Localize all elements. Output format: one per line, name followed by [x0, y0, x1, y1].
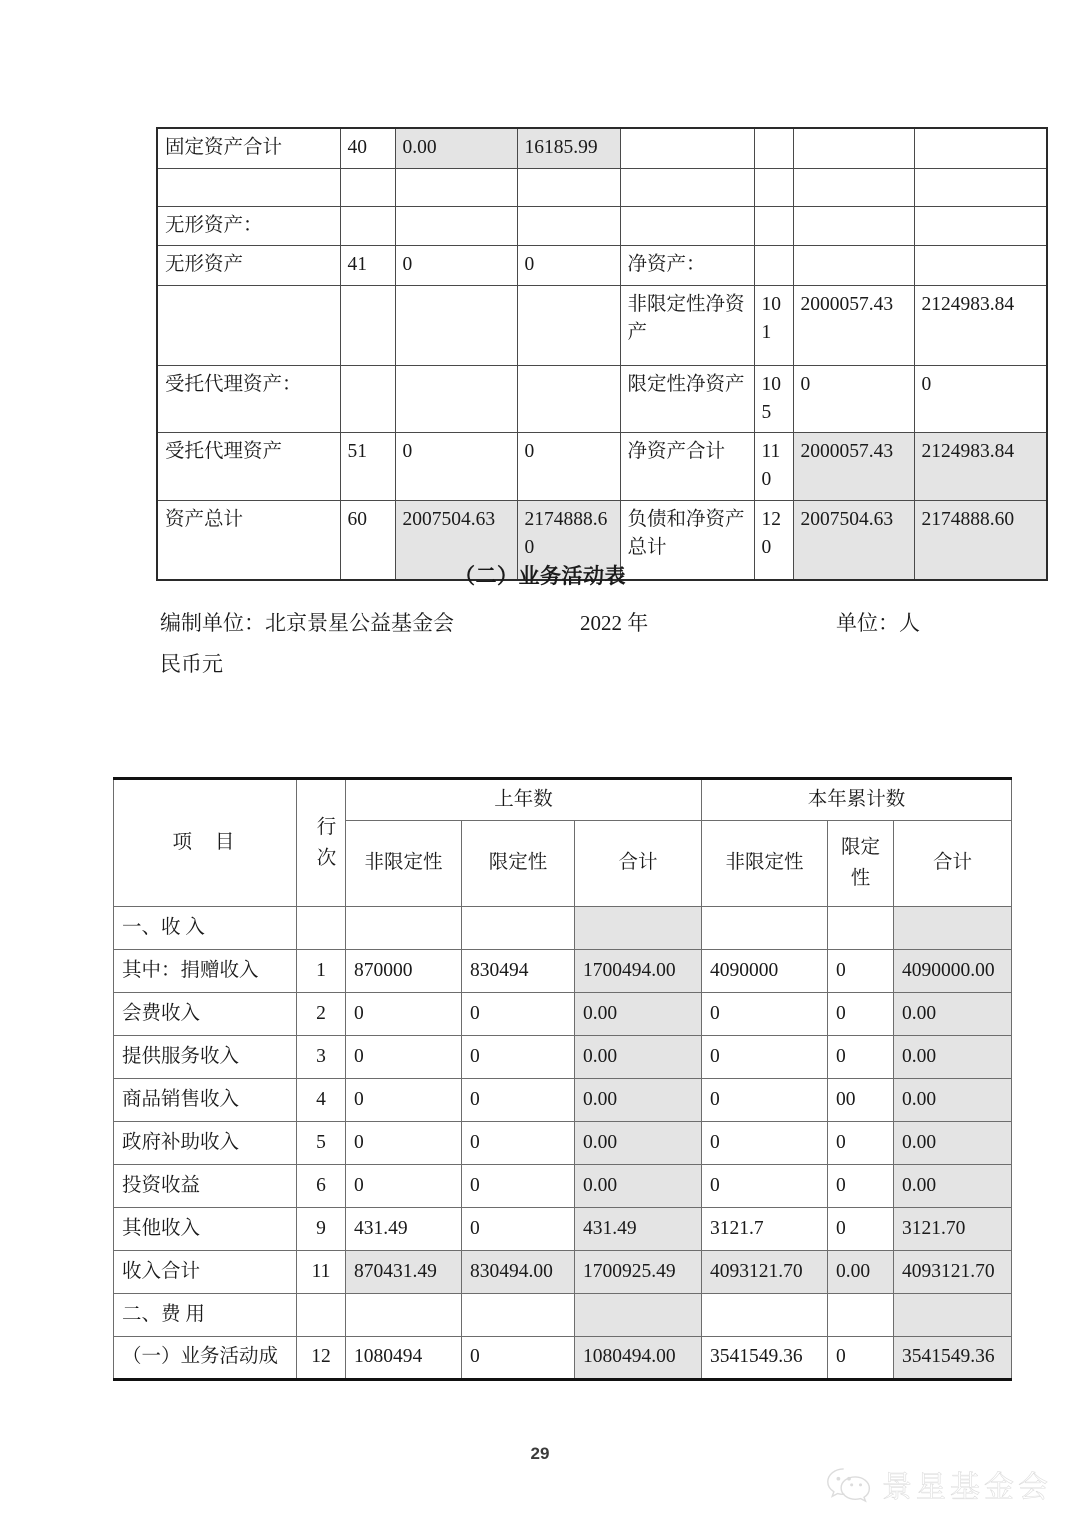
cell-row-no: 12	[297, 1337, 346, 1380]
cell-row-no: 6	[297, 1165, 346, 1208]
cell-prev-restricted	[462, 907, 575, 950]
cell-curr-unrestricted: 0	[702, 993, 828, 1036]
cell-row-no: 5	[297, 1122, 346, 1165]
cell-prev-total: 1700494.00	[575, 950, 702, 993]
cell-right-curr: 2124983.84	[914, 433, 1047, 500]
cell-curr-restricted: 0	[828, 1165, 894, 1208]
cell-curr-unrestricted: 4093121.70	[702, 1251, 828, 1294]
cell-left-item: 受托代理资产	[157, 433, 340, 500]
cell-right-prev: 2000057.43	[793, 433, 914, 500]
cell-right-prev: 2000057.43	[793, 286, 914, 366]
cell-item: 二、费 用	[114, 1294, 297, 1337]
cell-prev-restricted: 0	[462, 1079, 575, 1122]
cell-left-prev: 2007504.63	[395, 500, 517, 580]
cell-left-row-no	[340, 366, 395, 433]
cell-right-prev: 0	[793, 366, 914, 433]
cell-prev-total: 1700925.49	[575, 1251, 702, 1294]
column-group-header-current-year: 本年累计数	[702, 779, 1012, 821]
cell-prev-unrestricted: 870431.49	[346, 1251, 462, 1294]
cell-left-curr: 2174888.60	[517, 500, 620, 580]
cell-left-row-no: 60	[340, 500, 395, 580]
cell-item: 商品销售收入	[114, 1079, 297, 1122]
cell-left-row-no: 51	[340, 433, 395, 500]
cell-right-curr: 2124983.84	[914, 286, 1047, 366]
activity-statement-table-wrapper	[113, 777, 1011, 1381]
cell-left-prev: 0	[395, 433, 517, 500]
cell-left-curr	[517, 168, 620, 206]
cell-left-row-no	[340, 206, 395, 246]
table-row	[114, 1122, 1012, 1165]
cell-right-item: 限定性净资产	[620, 366, 754, 433]
table-row	[114, 1294, 1012, 1337]
cell-item: 收入合计	[114, 1251, 297, 1294]
cell-curr-restricted: 0	[828, 1208, 894, 1251]
cell-curr-total: 4093121.70	[894, 1251, 1012, 1294]
cell-item: 其中：捐赠收入	[114, 950, 297, 993]
cell-curr-unrestricted: 3121.7	[702, 1208, 828, 1251]
preparer-label: 编制单位：北京景星公益基金会	[160, 611, 454, 635]
cell-right-row-no	[754, 128, 793, 168]
cell-left-prev: 0.00	[395, 128, 517, 168]
cell-item: 政府补助收入	[114, 1122, 297, 1165]
cell-left-curr	[517, 286, 620, 366]
column-header-curr-restricted: 限定 性	[828, 821, 894, 907]
cell-curr-unrestricted: 0	[702, 1079, 828, 1122]
section-title: （二）业务活动表	[454, 565, 626, 588]
cell-curr-unrestricted: 0	[702, 1165, 828, 1208]
cell-left-prev	[395, 168, 517, 206]
table-row	[114, 1251, 1012, 1294]
cell-curr-total: 0.00	[894, 1036, 1012, 1079]
cell-left-item	[157, 286, 340, 366]
table-row	[114, 1208, 1012, 1251]
column-header-prev-restricted: 限定性	[462, 821, 575, 907]
cell-left-prev	[395, 206, 517, 246]
cell-prev-unrestricted	[346, 1294, 462, 1337]
cell-prev-unrestricted	[346, 907, 462, 950]
currency-unit-line2: 民币元	[160, 652, 223, 676]
cell-prev-total: 1080494.00	[575, 1337, 702, 1380]
cell-row-no: 3	[297, 1036, 346, 1079]
cell-curr-restricted: 0	[828, 1337, 894, 1380]
table-row	[114, 1165, 1012, 1208]
cell-prev-restricted: 0	[462, 1208, 575, 1251]
cell-curr-restricted	[828, 907, 894, 950]
cell-right-item: 非限定性净资产	[620, 286, 754, 366]
cell-right-item	[620, 206, 754, 246]
cell-left-curr: 16185.99	[517, 128, 620, 168]
row-no-line2: 次	[316, 848, 337, 869]
table-row	[114, 1337, 1012, 1380]
cell-row-no: 9	[297, 1208, 346, 1251]
cell-curr-total: 3541549.36	[894, 1337, 1012, 1380]
table-row	[157, 366, 1047, 433]
row-no-line1: 行	[316, 816, 337, 838]
cell-prev-unrestricted: 431.49	[346, 1208, 462, 1251]
cell-right-prev	[793, 206, 914, 246]
table-row	[157, 128, 1047, 168]
cell-left-item	[157, 168, 340, 206]
cell-item: 会费收入	[114, 993, 297, 1036]
column-header-curr-unrestricted: 非限定性	[702, 821, 828, 907]
table-row	[114, 1079, 1012, 1122]
cell-right-item: 负债和净资产总计	[620, 500, 754, 580]
table-row	[114, 950, 1012, 993]
table-row	[114, 993, 1012, 1036]
cell-prev-total	[575, 907, 702, 950]
cell-row-no: 4	[297, 1079, 346, 1122]
activity-table-head	[114, 779, 1012, 907]
cell-prev-total	[575, 1294, 702, 1337]
cell-right-prev	[793, 246, 914, 286]
cell-right-row-no	[754, 168, 793, 206]
cell-curr-total	[894, 1294, 1012, 1337]
cell-left-curr: 0	[517, 246, 620, 286]
cell-prev-total: 0.00	[575, 1122, 702, 1165]
table-row	[114, 907, 1012, 950]
column-header-row-no	[297, 779, 346, 907]
cell-curr-total: 0.00	[894, 1165, 1012, 1208]
cell-right-row-no	[754, 246, 793, 286]
cell-left-curr: 0	[517, 433, 620, 500]
activity-statement-table	[113, 777, 1012, 1381]
cell-prev-restricted: 0	[462, 993, 575, 1036]
cell-left-row-no	[340, 168, 395, 206]
cell-left-curr	[517, 366, 620, 433]
cell-prev-restricted: 0	[462, 1165, 575, 1208]
cell-prev-unrestricted: 0	[346, 1079, 462, 1122]
column-header-prev-total: 合计	[575, 821, 702, 907]
table-row	[157, 286, 1047, 366]
cell-curr-total: 0.00	[894, 1079, 1012, 1122]
cell-prev-unrestricted: 0	[346, 1036, 462, 1079]
balance-sheet-table	[156, 127, 1048, 581]
cell-row-no: 1	[297, 950, 346, 993]
cell-curr-restricted: 0	[828, 993, 894, 1036]
cell-curr-restricted: 00	[828, 1079, 894, 1122]
cell-right-prev	[793, 168, 914, 206]
cell-left-item: 无形资产	[157, 246, 340, 286]
cell-right-item	[620, 168, 754, 206]
cell-curr-unrestricted: 0	[702, 1036, 828, 1079]
cell-prev-total: 431.49	[575, 1208, 702, 1251]
cell-right-curr	[914, 246, 1047, 286]
cell-prev-unrestricted: 0	[346, 1165, 462, 1208]
cell-left-row-no: 41	[340, 246, 395, 286]
cell-curr-restricted: 0	[828, 1122, 894, 1165]
cell-prev-total: 0.00	[575, 1036, 702, 1079]
cell-right-item	[620, 128, 754, 168]
cell-prev-restricted: 830494	[462, 950, 575, 993]
cell-curr-total: 0.00	[894, 993, 1012, 1036]
cell-curr-restricted: 0	[828, 1036, 894, 1079]
table-row	[157, 433, 1047, 500]
cell-right-item: 净资产合计	[620, 433, 754, 500]
cell-prev-unrestricted: 870000	[346, 950, 462, 993]
cell-left-row-no: 40	[340, 128, 395, 168]
cell-left-prev	[395, 286, 517, 366]
cell-item: （一）业务活动成	[114, 1337, 297, 1380]
cell-curr-restricted	[828, 1294, 894, 1337]
cell-curr-restricted: 0	[828, 950, 894, 993]
cell-right-row-no: 101	[754, 286, 793, 366]
cell-prev-unrestricted: 0	[346, 1122, 462, 1165]
cell-curr-unrestricted: 3541549.36	[702, 1337, 828, 1380]
cell-left-item: 无形资产：	[157, 206, 340, 246]
cell-prev-unrestricted: 0	[346, 993, 462, 1036]
cell-right-curr	[914, 128, 1047, 168]
cell-right-item: 净资产：	[620, 246, 754, 286]
cell-curr-unrestricted	[702, 1294, 828, 1337]
cell-prev-restricted	[462, 1294, 575, 1337]
cell-prev-total: 0.00	[575, 993, 702, 1036]
cell-row-no	[297, 907, 346, 950]
table-row	[157, 168, 1047, 206]
cell-curr-unrestricted: 0	[702, 1122, 828, 1165]
activity-table-body	[114, 907, 1012, 1380]
cell-right-prev	[793, 128, 914, 168]
balance-sheet-table-wrapper	[156, 127, 1046, 581]
column-group-header-prev-year: 上年数	[346, 779, 702, 821]
cell-left-curr	[517, 206, 620, 246]
cell-curr-restricted: 0.00	[828, 1251, 894, 1294]
cell-prev-restricted: 830494.00	[462, 1251, 575, 1294]
cell-right-curr: 2174888.60	[914, 500, 1047, 580]
watermark	[826, 1462, 1052, 1506]
column-header-prev-unrestricted: 非限定性	[346, 821, 462, 907]
cell-prev-restricted: 0	[462, 1122, 575, 1165]
report-year: 2022 年	[580, 611, 649, 635]
currency-unit-line1: 单位：人	[836, 611, 920, 635]
cell-prev-total: 0.00	[575, 1079, 702, 1122]
cell-curr-total	[894, 907, 1012, 950]
cell-item: 其他收入	[114, 1208, 297, 1251]
cell-left-item: 固定资产合计	[157, 128, 340, 168]
cell-right-prev: 2007504.63	[793, 500, 914, 580]
wechat-logo-icon	[826, 1465, 872, 1503]
cell-curr-unrestricted: 4090000	[702, 950, 828, 993]
page-number: 29	[530, 1444, 550, 1463]
cell-left-row-no	[340, 286, 395, 366]
cell-left-item: 受托代理资产：	[157, 366, 340, 433]
cell-right-row-no	[754, 206, 793, 246]
statement-meta-row	[160, 607, 920, 637]
cell-row-no	[297, 1294, 346, 1337]
cell-right-curr: 0	[914, 366, 1047, 433]
cell-prev-restricted: 0	[462, 1036, 575, 1079]
cell-left-prev	[395, 366, 517, 433]
cell-item: 一、收 入	[114, 907, 297, 950]
cell-prev-unrestricted: 1080494	[346, 1337, 462, 1380]
table-row	[114, 1036, 1012, 1079]
cell-left-item: 资产总计	[157, 500, 340, 580]
cell-curr-total: 4090000.00	[894, 950, 1012, 993]
cell-prev-total: 0.00	[575, 1165, 702, 1208]
cell-row-no: 11	[297, 1251, 346, 1294]
table-row	[157, 246, 1047, 286]
cell-right-curr	[914, 206, 1047, 246]
watermark-text: 景星基金会	[882, 1471, 1052, 1504]
cell-row-no: 2	[297, 993, 346, 1036]
cell-curr-total: 3121.70	[894, 1208, 1012, 1251]
table-row	[157, 206, 1047, 246]
cell-right-row-no: 120	[754, 500, 793, 580]
column-header-item: 项 目	[114, 779, 297, 907]
cell-item: 提供服务收入	[114, 1036, 297, 1079]
cell-right-curr	[914, 168, 1047, 206]
cell-curr-unrestricted	[702, 907, 828, 950]
cell-right-row-no: 105	[754, 366, 793, 433]
cell-right-row-no: 110	[754, 433, 793, 500]
cell-prev-restricted: 0	[462, 1337, 575, 1380]
cell-item: 投资收益	[114, 1165, 297, 1208]
cell-left-prev: 0	[395, 246, 517, 286]
cell-curr-total: 0.00	[894, 1122, 1012, 1165]
column-header-curr-total: 合计	[894, 821, 1012, 907]
